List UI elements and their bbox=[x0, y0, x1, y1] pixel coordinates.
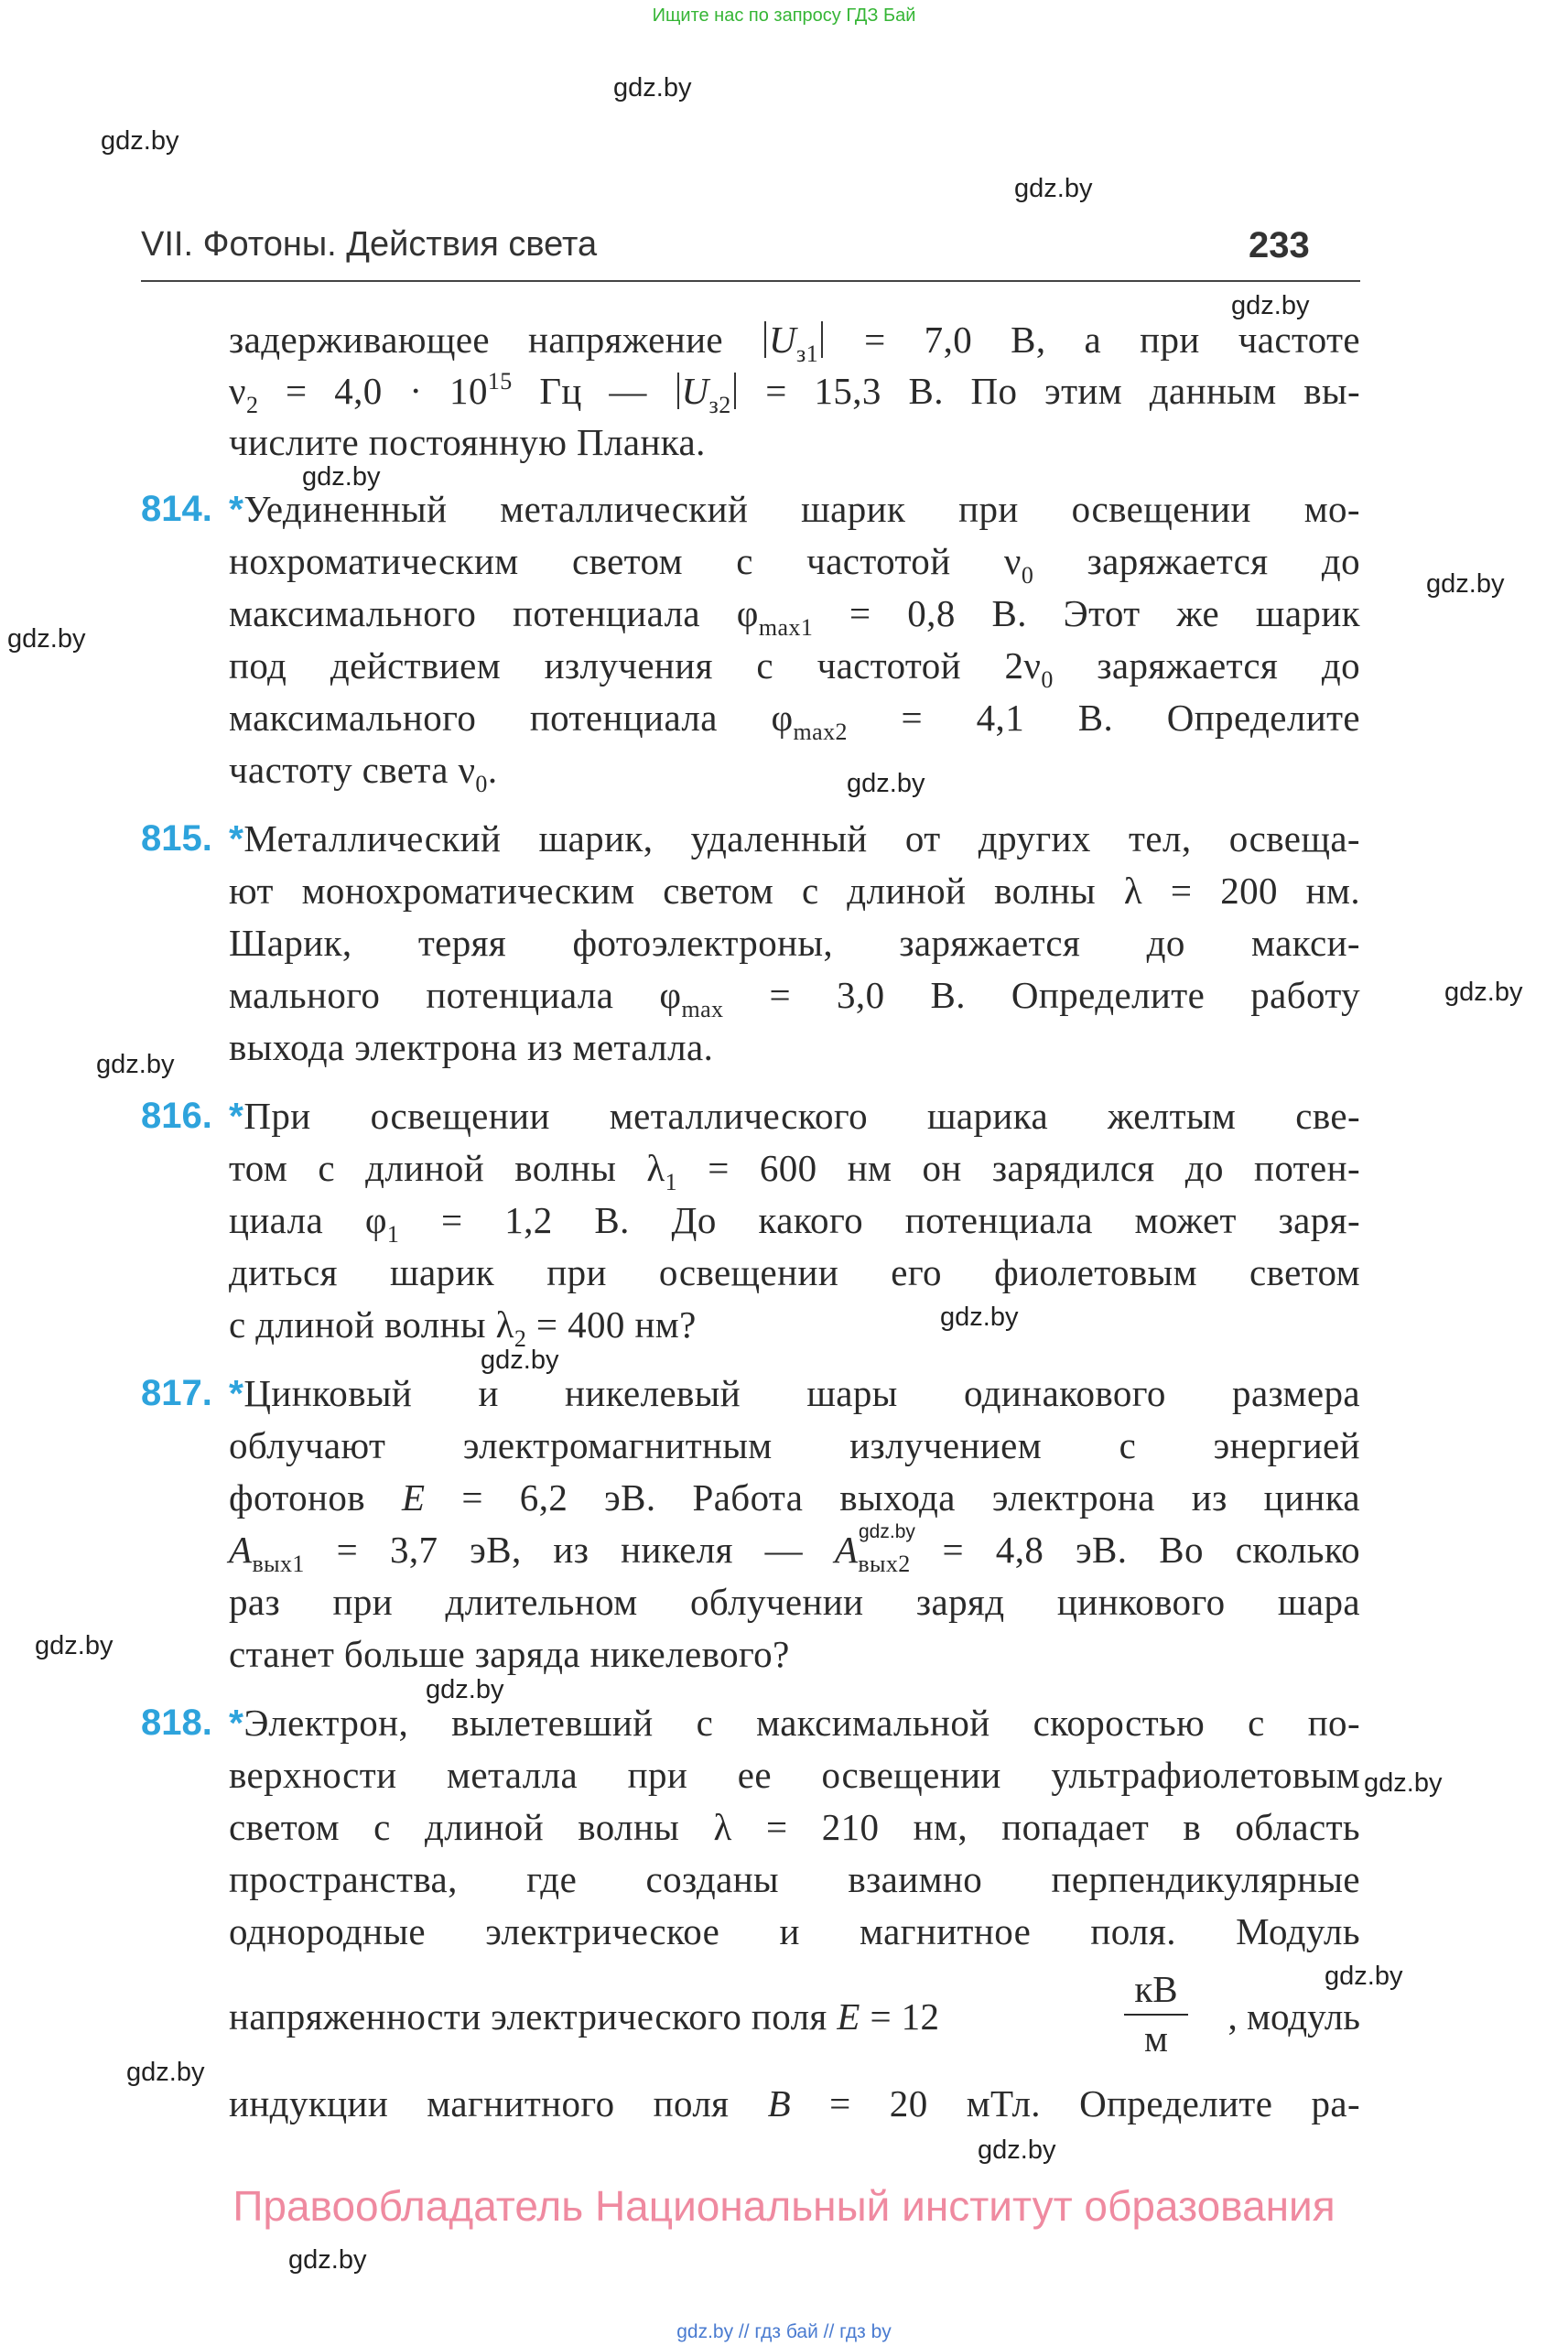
text-line: индукции магнитного поля B = 20 мТл. Определите ра- bbox=[229, 2082, 1361, 2124]
text-line: под действием излучения с частотой $2\nu_0$ заряжается до bbox=[229, 644, 1360, 693]
text-line: нохроматическим светом с частотой $\nu_0$ заряжается до bbox=[229, 540, 1360, 589]
watermark: gdz.by bbox=[302, 462, 381, 492]
text-line: напряженности электрического поля E = 12 bbox=[229, 1995, 940, 2038]
watermark: gdz.by bbox=[7, 624, 86, 654]
problem-number: 815. bbox=[141, 818, 212, 859]
watermark: gdz.by bbox=[426, 1675, 504, 1704]
text-line: циала $\varphi_1 = 1,2$ В. До какого потенциала может заря- bbox=[229, 1199, 1360, 1248]
text-line: $A_{вых1} = 3,7$ эВ, из никеля — $A_{вых2} = 4,8$ эВ. Во сколько bbox=[229, 1529, 1361, 1577]
watermark: gdz.by bbox=[101, 126, 179, 156]
text-line: максимального потенциала $\varphi_{max2} = 4,1$ В. Определите bbox=[229, 697, 1360, 745]
text-line: облучают электромагнитным излучением с энергией bbox=[229, 1424, 1360, 1466]
text-line: *Электрон, вылетевший с максимальной скоростью с по- bbox=[229, 1702, 1360, 1744]
text-line: $\nu_2 = 4,0 \cdot 10^{15}$ Гц — $U_{з2} = 15,3$ В. По этим данным вы- bbox=[229, 368, 1361, 418]
text-line: максимального потенциала $\varphi_{max1} = 0,8$ В. Этот же шарик bbox=[229, 592, 1360, 641]
text-line: фотонов E = 6,2 эВ. Работа выхода электрона из цинка bbox=[229, 1476, 1360, 1519]
text-line: с длиной волны $\lambda_2 = 400$ нм? bbox=[229, 1303, 697, 1352]
text-line: Шарик, теряя фотоэлектроны, заряжается до макси- bbox=[229, 922, 1360, 964]
text-line: частоту света $\nu_0$. bbox=[229, 749, 498, 797]
watermark: gdz.by bbox=[1426, 569, 1505, 599]
watermark: gdz.by bbox=[940, 1303, 1019, 1332]
watermark: gdz.by bbox=[1444, 978, 1523, 1007]
fraction-numerator: кВ bbox=[1134, 1968, 1178, 2010]
page-number: 233 bbox=[1249, 225, 1310, 265]
watermark: gdz.by bbox=[35, 1631, 114, 1660]
text-line: числите постоянную Планка. bbox=[229, 421, 706, 463]
running-head: VII. Фотоны. Действия света bbox=[141, 225, 598, 264]
copyright-notice: Правообладатель Национальный институт образования bbox=[232, 2182, 1336, 2230]
watermark: gdz.by bbox=[1325, 1962, 1403, 1991]
watermark: gdz.by bbox=[847, 769, 925, 798]
text-line: раз при длительном облучении заряд цинкового шара bbox=[229, 1581, 1360, 1623]
problem-number: 816. bbox=[141, 1096, 212, 1136]
text-line: мального потенциала $\varphi_{max} = 3,0$ В. Определите работу bbox=[229, 974, 1361, 1022]
text-line: пространства, где созданы взаимно перпендикулярные bbox=[229, 1858, 1360, 1900]
header-rule bbox=[141, 280, 1360, 282]
text-line: том с длиной волны $\lambda_1 = 600$ нм он зарядился до потен- bbox=[229, 1147, 1360, 1195]
problem-number: 814. bbox=[141, 489, 212, 529]
text-line: *Цинковый и никелевый шары одинакового размера bbox=[229, 1372, 1360, 1414]
problem-number: 817. bbox=[141, 1373, 212, 1413]
bottom-links[interactable]: gdz.by // гдз бай // гдз by bbox=[676, 2321, 892, 2342]
watermark: gdz.by bbox=[126, 2058, 205, 2087]
watermark: gdz.by bbox=[978, 2135, 1056, 2165]
watermark: gdz.by bbox=[859, 1521, 915, 1542]
text-line: *Металлический шарик, удаленный от других тел, освеща- bbox=[229, 817, 1360, 859]
text-line: светом с длиной волны λ = 210 нм, попадает в область bbox=[229, 1806, 1360, 1848]
watermark: gdz.by bbox=[1014, 174, 1093, 203]
watermark: gdz.by bbox=[96, 1050, 175, 1079]
fraction-denominator: м bbox=[1144, 2017, 1168, 2060]
text-line: станет больше заряда никелевого? bbox=[229, 1633, 790, 1675]
text-line: ют монохроматическим светом с длиной волны λ = 200 нм. bbox=[229, 870, 1360, 912]
text-line: выхода электрона из металла. bbox=[229, 1026, 714, 1068]
text-line: однородные электрическое и магнитное поля. Модуль bbox=[229, 1910, 1360, 1952]
watermark: gdz.by bbox=[613, 73, 692, 103]
watermark: gdz.by bbox=[288, 2245, 367, 2275]
top-banner[interactable]: Ищите нас по запросу ГДЗ Бай bbox=[652, 5, 916, 26]
text-line: диться шарик при освещении его фиолетовым светом bbox=[229, 1251, 1360, 1293]
watermark: gdz.by bbox=[1364, 1768, 1443, 1798]
text-line-end: , модуль bbox=[1227, 1995, 1360, 2038]
text-line: задерживающее напряжение $U_{з1} = 7,0$ В, а при частоте bbox=[229, 319, 1360, 367]
watermark: gdz.by bbox=[1231, 291, 1310, 320]
text-line: *Уединенный металлический шарик при освещении мо- bbox=[229, 488, 1360, 530]
text-line: верхности металла при ее освещении ультрафиолетовым bbox=[229, 1754, 1360, 1796]
problem-number: 818. bbox=[141, 1703, 212, 1743]
fraction-bar bbox=[1124, 2014, 1188, 2016]
watermark: gdz.by bbox=[481, 1346, 559, 1375]
text-line: *При освещении металлического шарика желтым све- bbox=[229, 1095, 1360, 1137]
